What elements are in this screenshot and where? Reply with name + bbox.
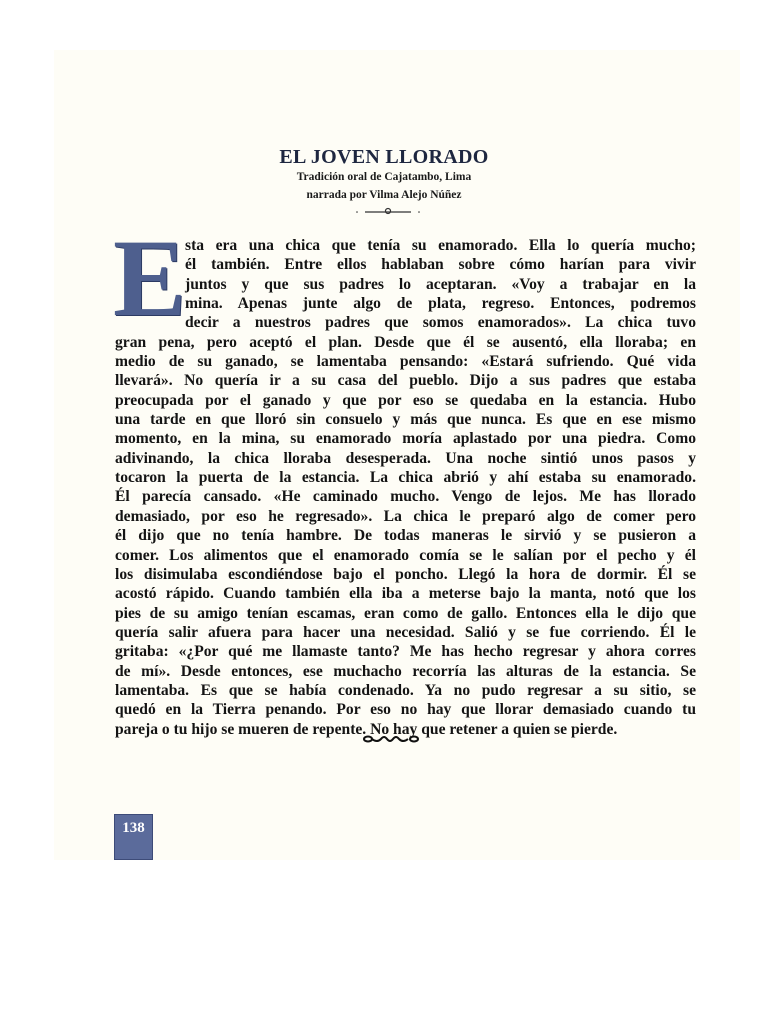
text-line: tocaron la puerta de la estancia. La chica abrió y ahí estaba su enamorado. [115,469,696,487]
text-line: una tarde en que lloró sin consuelo y más que nunca. Es que en ese mismo [115,411,696,429]
text-line: quería salir afuera para hacer una necesidad. Salió y se fue corriendo. Él le [115,623,696,641]
text-line: mina. Apenas junte algo de plata, regreso. Entonces, podremos [185,295,696,313]
text-line: sta era una chica que tenía su enamorado. Ella lo quería mucho; [185,237,696,254]
story-subtitle-origin: Tradición oral de Cajatambo, Lima [296,171,472,183]
drop-cap: E [113,217,187,339]
text-line: pies de su amigo tenían escamas, eran como de gallo. Entonces ella le dijo que [115,604,696,622]
text-line: quedó en la Tierra penando. Por eso no hay que llorar demasiado cuando tu [115,701,696,719]
text-line: medio de su ganado, se lamentaba pensando: «Estará sufriendo. Qué vida [115,353,696,371]
text-line: llevará». No quería ir a su casa del pueblo. Dijo a sus padres que estaba [115,372,696,390]
story-body [115,236,696,739]
text-line: adivinando, la chica lloraba desesperada. Una noche sintió unos pasos y [115,449,696,467]
end-ornament-icon [363,732,419,746]
story-title: EL JOVEN LLORADO [279,146,489,168]
page-number: 138 [114,814,153,860]
text-line: él dijo que no tenía hambre. De todas maneras le sirvió y se pusieron a [115,527,696,545]
text-line: de mí». Desde entonces, ese muchacho recorría las alturas de la estancia. Se [115,662,696,680]
text-line: comer. Los alimentos que el enamorado comía se le salían por el pecho y él [115,546,696,564]
text-line: lamentaba. Es que se había condenado. Ya no pudo regresar a su sitio, se [115,681,696,699]
text-line: acostó rápido. Cuando también ella iba a meterse bajo la manta, notó que los [115,585,696,603]
text-line: demasiado, por eso he regresado». La chica le preparó algo de comer pero [115,507,696,525]
text-line: momento, en la mina, su enamorado moría aplastado por una piedra. Como [115,430,696,448]
text-line: decir a nuestros padres que somos enamorados». La chica tuvo [185,314,696,332]
text-line: los disimulaba escondiéndose bajo el poncho. Llegó la hora de dormir. Él se [115,565,696,583]
text-line: pareja o tu hijo se mueren de repente. No hay que retener a quien se pierde. [115,720,618,738]
divider-ornament-icon [355,206,421,216]
text-line: gritaba: «¿Por qué me llamaste tanto? Me has hecho regresar y ahora corres [115,643,696,661]
text-line: gran pena, pero aceptó el plan. Desde que él se ausentó, ella lloraba; en [115,333,696,351]
text-line: él también. Entre ellos hablaban sobre cómo harían para vivir [185,256,696,274]
text-line: Él parecía cansado. «He caminado mucho. Vengo de lejos. Me has llorado [115,488,696,506]
story-subtitle-narrator: narrada por Vilma Alejo Núñez [306,189,462,201]
text-line: preocupada por el ganado y que por eso se quedaba en la estancia. Hubo [115,391,696,409]
text-line: juntos y que sus padres lo aceptaran. «Voy a trabajar en la [185,275,696,293]
